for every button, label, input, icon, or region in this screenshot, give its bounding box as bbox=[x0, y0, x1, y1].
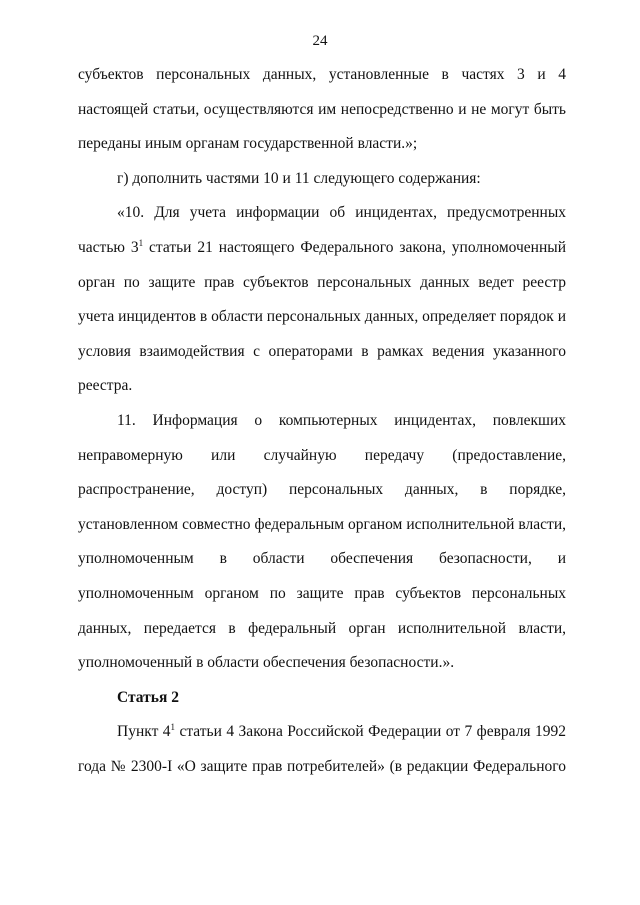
paragraph-part-10 bbox=[78, 196, 566, 404]
document-body bbox=[78, 58, 566, 784]
superscript-1-article-2: 1 bbox=[170, 722, 176, 733]
paragraph-continuation: субъектов персональных данных, установленные в частях 3 и 4 настоящей статьи, осуществляются им непосредственно и не могут быть переданы иным органам государственной власти.»; bbox=[78, 66, 566, 153]
part-10-text-end: статьи 21 настоящего Федерального закона, уполномоченный орган по защите прав субъектов персональных данных ведет реестр учета инцидентов в области персональных данных, определяет порядок и условия взаимодействия с операторами в рамках ведения указанного реестра. bbox=[78, 238, 566, 395]
article-heading: Статья 2 bbox=[117, 688, 179, 706]
part-10-text-start: «10. Для учета информации об инцидентах, предусмотренных частью 3 bbox=[78, 204, 566, 256]
paragraph-item-g: г) дополнить частями 10 и 11 следующего содержания: bbox=[117, 169, 481, 187]
superscript-1: 1 bbox=[138, 237, 144, 248]
article-2-text-start: Пункт 4 bbox=[117, 723, 171, 741]
article-2-text-end: статьи 4 Закона Российской Федерации от 7 февраля 1992 года № 2300-I «О защите прав потребителей» (в редакции Федерального bbox=[78, 723, 566, 775]
paragraph-article-2 bbox=[78, 715, 566, 784]
paragraph-part-11: 11. Информация о компьютерных инцидентах, повлекших неправомерную или случайную передачу (предоставление, распространение, доступ) персональных данных, в порядке, установленном совместно федеральным органом исполнительной власти, уполномоченным в области обеспечения безопасности, и уполномоченным органом по защите прав субъектов персональных данных, передается в федеральный орган исполнительной власти, уполномоченный в области обеспечения безопасности.». bbox=[78, 411, 566, 672]
page-number: 24 bbox=[312, 33, 328, 49]
